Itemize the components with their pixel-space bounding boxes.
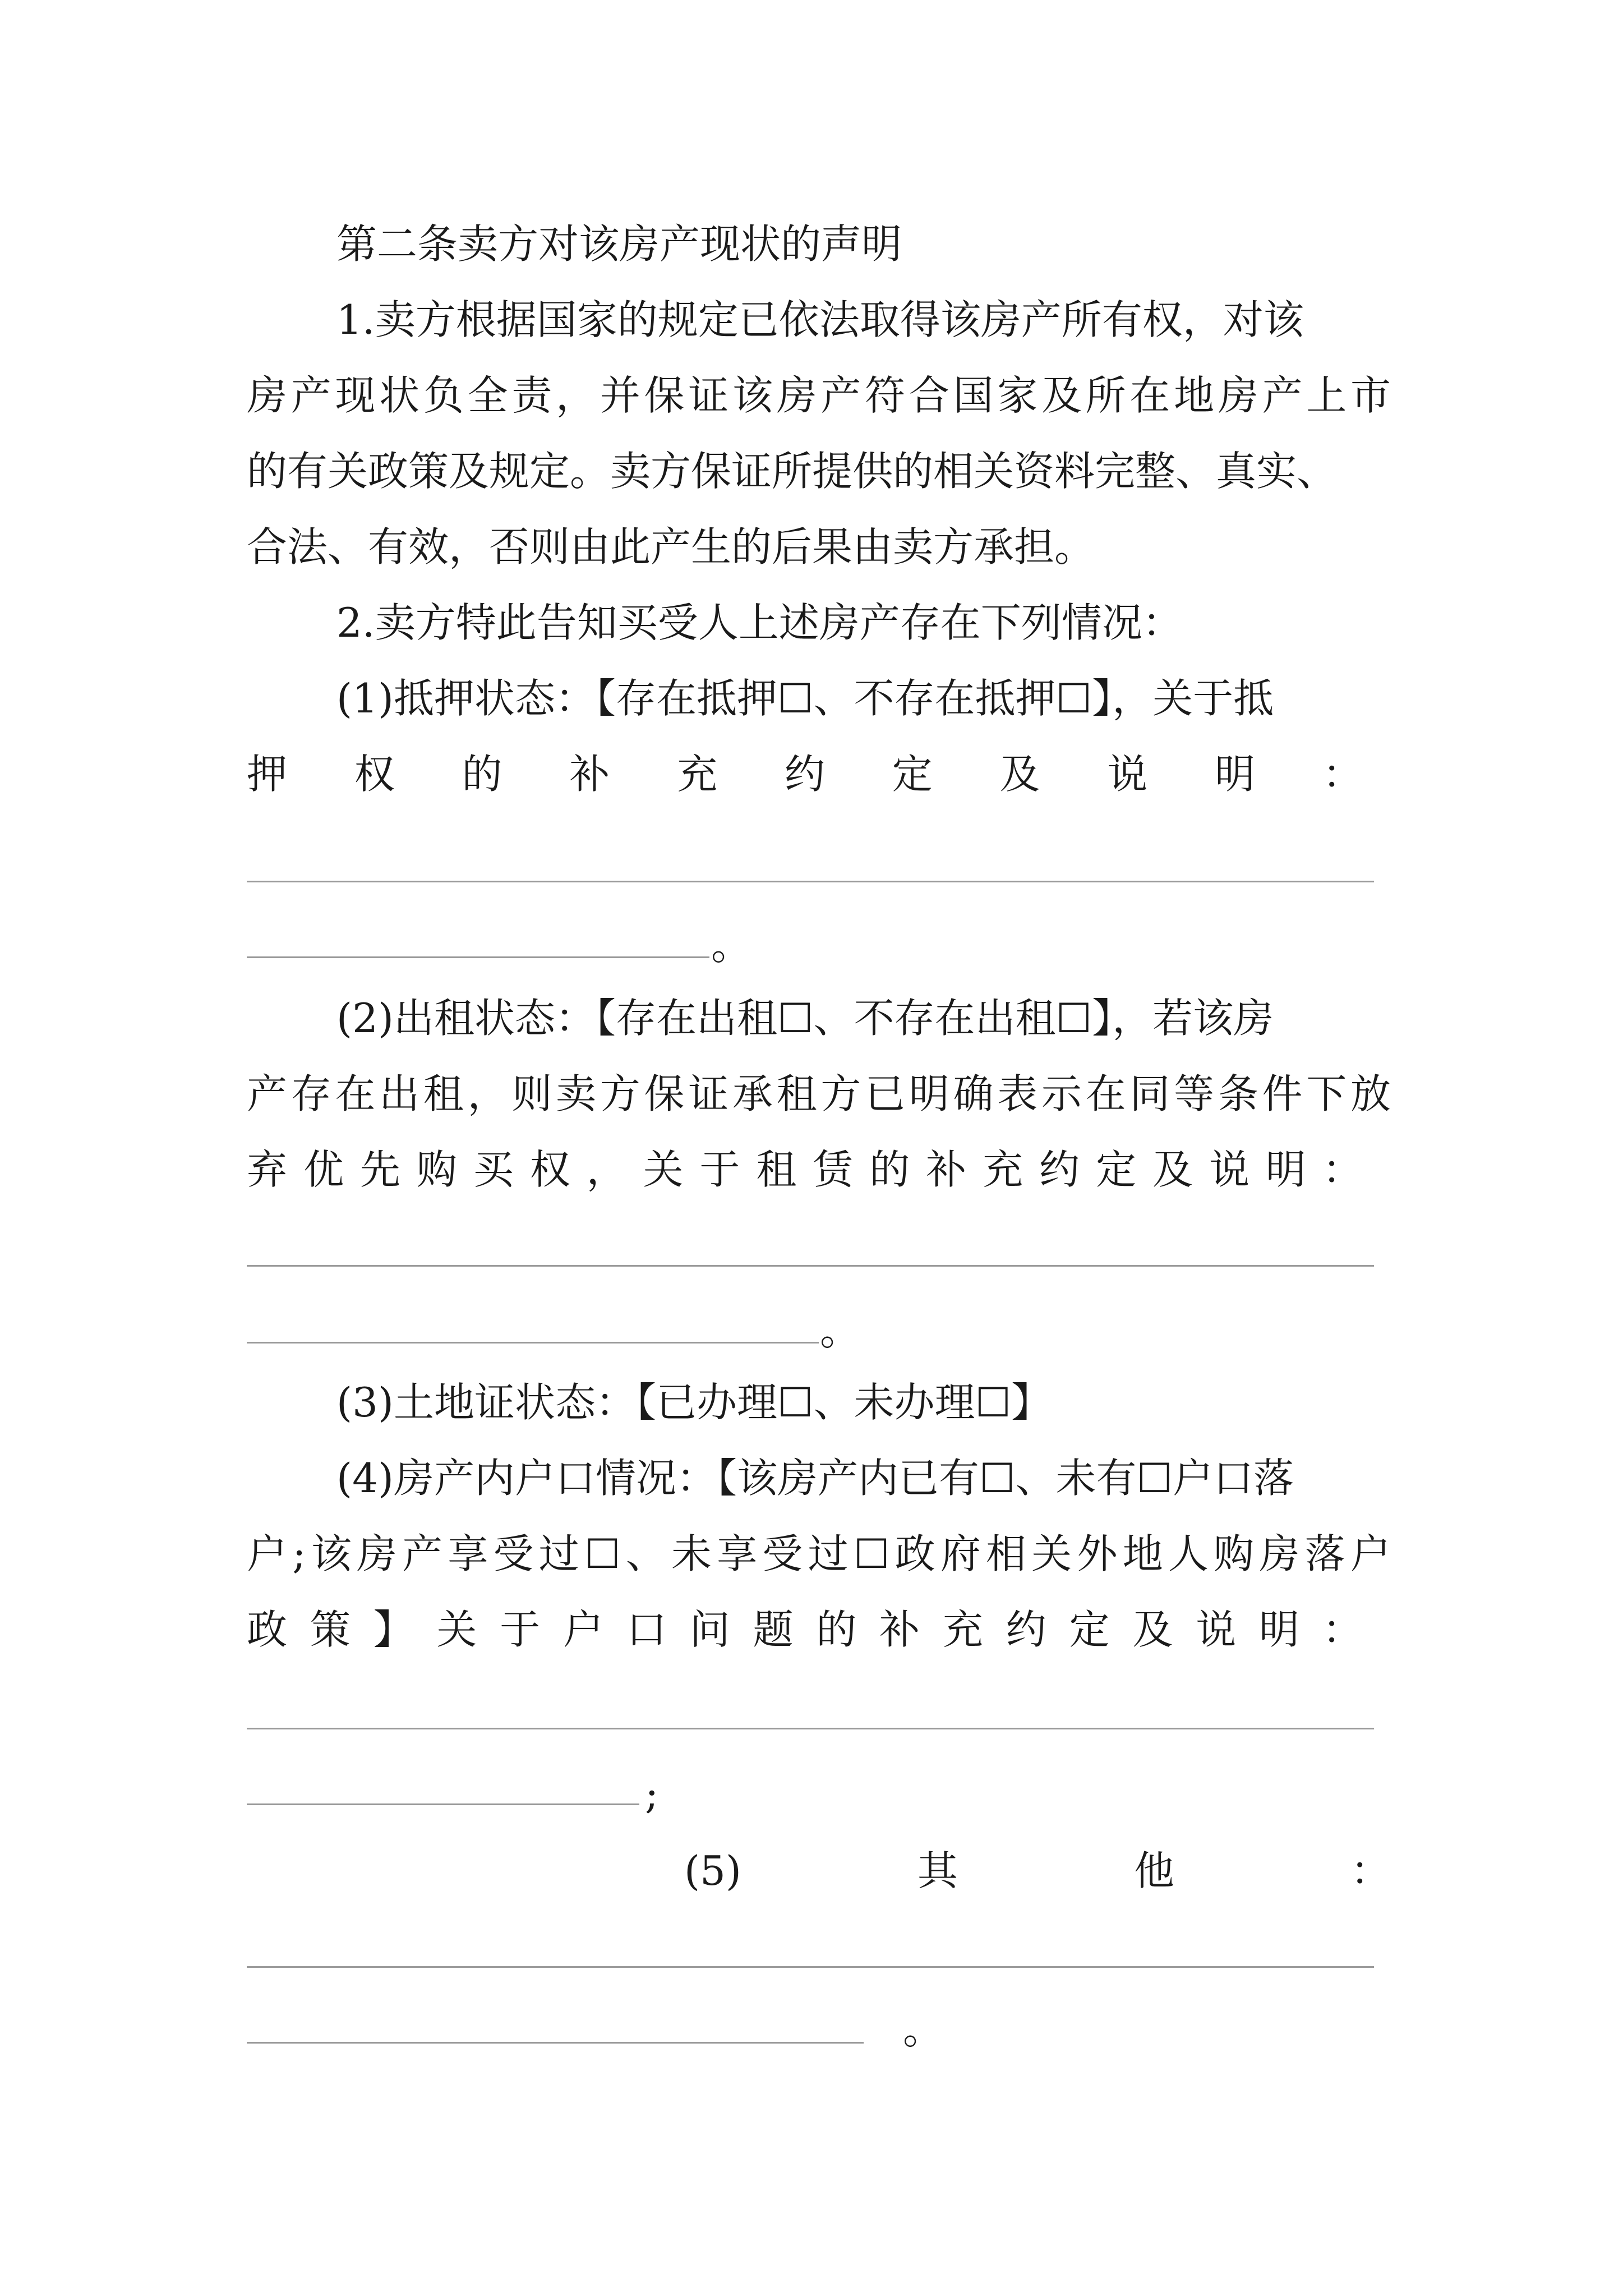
glyph: 市	[1350, 372, 1391, 419]
household-char: 约	[1006, 1606, 1046, 1653]
item1-line-3: 的有关政策及规定。卖方保证所提供的相关资料完整、真实、	[247, 448, 1338, 495]
glyph: 房	[356, 1530, 397, 1577]
lease-char: 优	[303, 1146, 344, 1193]
glyph: 则	[511, 1070, 552, 1117]
household-char: 及	[1132, 1606, 1173, 1653]
glyph: 方	[600, 1070, 640, 1117]
item1-line-1: 1.卖方根据国家的规定已依法取得该房产所有权，对该	[336, 296, 1304, 343]
household-char: 关	[436, 1606, 477, 1653]
glyph: 房	[247, 372, 288, 419]
lease-char: 赁	[813, 1146, 854, 1193]
lease-char: 租	[756, 1146, 797, 1193]
glyph: 受	[762, 1530, 803, 1577]
item1-line-2	[247, 367, 1391, 424]
lease-char: 明	[1265, 1146, 1306, 1193]
mortgage-char: 说	[1107, 751, 1148, 798]
glyph: 产	[291, 372, 331, 419]
glyph: 过	[538, 1530, 579, 1577]
lease-char: 补	[926, 1146, 967, 1193]
glyph: 合	[909, 372, 949, 419]
lease-char: 买	[473, 1146, 514, 1193]
lease-end-mark: 。	[820, 1307, 861, 1354]
glyph: 出	[379, 1070, 420, 1117]
household-char: ：	[1322, 1606, 1363, 1653]
land-line-1: (3)土地证状态：【已办理☐、未办理☐】	[336, 1379, 1052, 1426]
glyph: ，	[556, 372, 597, 419]
glyph: 产	[247, 1070, 288, 1117]
other-char: (5)	[684, 1847, 741, 1894]
glyph: 产	[820, 372, 861, 419]
lease-line-3	[247, 1142, 1363, 1198]
mortgage-line-1: (1)抵押状态：【存在抵押☐、不存在抵押☐】，关于抵	[336, 675, 1274, 722]
glyph: 方	[820, 1070, 861, 1117]
glyph: 全	[467, 372, 508, 419]
mortgage-char: ：	[1322, 751, 1363, 798]
glyph: ，	[467, 1070, 508, 1117]
other-line-1	[684, 1843, 1391, 1899]
glyph: 证	[688, 1070, 729, 1117]
household-char: 于	[500, 1606, 541, 1653]
household-line-3	[247, 1602, 1363, 1658]
lease-blank-line-1	[247, 1265, 1374, 1267]
glyph: 租	[423, 1070, 464, 1117]
household-blank-line-1	[247, 1728, 1374, 1729]
glyph: 已	[865, 1070, 906, 1117]
glyph: 符	[865, 372, 906, 419]
glyph: 负	[423, 372, 464, 419]
mortgage-char: 明	[1215, 751, 1256, 798]
household-char: 】	[373, 1606, 414, 1653]
lease-char: 充	[983, 1146, 1023, 1193]
glyph: 现	[335, 372, 376, 419]
mortgage-end-mark: 。	[711, 922, 752, 969]
glyph: 同	[1129, 1070, 1170, 1117]
household-line-1: (4)房产内户口情况：【该房产内已有☐、未有☐户口落	[336, 1455, 1294, 1502]
mortgage-char: 权	[354, 751, 395, 798]
glyph: 未	[671, 1530, 712, 1577]
mortgage-char: 补	[569, 751, 610, 798]
household-char: 问	[689, 1606, 730, 1653]
household-end-mark: ;	[645, 1770, 659, 1818]
glyph: 下	[1306, 1070, 1347, 1117]
glyph: ☐	[853, 1530, 890, 1577]
household-char: 口	[626, 1606, 667, 1653]
glyph: 落	[1304, 1530, 1345, 1577]
glyph: 承	[732, 1070, 773, 1117]
household-blank-line-2	[247, 1803, 639, 1805]
glyph: 地	[1122, 1530, 1163, 1577]
glyph: 保	[644, 1070, 685, 1117]
glyph: 该	[311, 1530, 352, 1577]
lease-char: 权	[529, 1146, 570, 1193]
glyph: 保	[644, 372, 685, 419]
glyph: 状	[379, 372, 420, 419]
household-char: 补	[879, 1606, 920, 1653]
glyph: 在	[1129, 372, 1170, 419]
lease-line-1: (2)出租状态：【存在出租☐、不存在出租☐】，若该房	[336, 995, 1274, 1042]
glyph: 证	[688, 372, 729, 419]
lease-char: 购	[416, 1146, 457, 1193]
glyph: 府	[940, 1530, 981, 1577]
household-char: 说	[1196, 1606, 1237, 1653]
mortgage-char: 定	[892, 751, 933, 798]
glyph: 该	[732, 372, 773, 419]
mortgage-char: 约	[784, 751, 825, 798]
glyph: 所	[1085, 372, 1126, 419]
glyph: 房	[776, 372, 817, 419]
other-char: 他	[1133, 1847, 1174, 1894]
glyph: 件	[1262, 1070, 1303, 1117]
glyph: 上	[1306, 372, 1347, 419]
household-char: 充	[942, 1606, 983, 1653]
lease-blank-line-2	[247, 1342, 819, 1343]
mortgage-char: 的	[462, 751, 502, 798]
glyph: 房	[1259, 1530, 1300, 1577]
glyph: 户	[247, 1530, 288, 1577]
glyph: 在	[1085, 1070, 1126, 1117]
mortgage-blank-line-1	[247, 881, 1374, 882]
glyph: 地	[1174, 372, 1215, 419]
mortgage-char: 及	[999, 751, 1040, 798]
glyph: 、	[625, 1530, 666, 1577]
lease-char: 说	[1209, 1146, 1249, 1193]
other-char: ：	[1350, 1847, 1391, 1894]
glyph: 人	[1168, 1530, 1209, 1577]
mortgage-char: 充	[677, 751, 718, 798]
household-char: 明	[1259, 1606, 1300, 1653]
glyph: 购	[1214, 1530, 1255, 1577]
glyph: 国	[953, 372, 994, 419]
glyph: 存	[291, 1070, 331, 1117]
glyph: 卖	[556, 1070, 597, 1117]
other-blank-line-1	[247, 1966, 1374, 1968]
household-char: 策	[310, 1606, 351, 1653]
glyph: 及	[1041, 372, 1082, 419]
mortgage-char: 押	[247, 751, 288, 798]
other-end-mark: 。	[903, 2006, 944, 2053]
household-char: 政	[247, 1606, 288, 1653]
glyph: 表	[997, 1070, 1038, 1117]
household-char: 定	[1069, 1606, 1110, 1653]
glyph: 受	[493, 1530, 534, 1577]
article-title: 第二条卖方对该房产现状的声明	[336, 220, 902, 268]
glyph: 户	[1350, 1530, 1391, 1577]
glyph: 在	[335, 1070, 376, 1117]
lease-char: 先	[359, 1146, 400, 1193]
glyph: 产	[1262, 372, 1303, 419]
glyph: 房	[1218, 372, 1258, 419]
glyph: 政	[895, 1530, 935, 1577]
glyph: 享	[717, 1530, 758, 1577]
glyph: 明	[909, 1070, 949, 1117]
glyph: 外	[1077, 1530, 1118, 1577]
glyph: ;	[292, 1530, 306, 1577]
glyph: 产	[402, 1530, 443, 1577]
glyph: 租	[776, 1070, 817, 1117]
lease-char: 及	[1152, 1146, 1193, 1193]
glyph: 家	[997, 372, 1038, 419]
glyph: 放	[1350, 1070, 1391, 1117]
lease-char: 定	[1096, 1146, 1137, 1193]
lease-char: 弃	[247, 1146, 288, 1193]
mortgage-blank-line-2	[247, 956, 709, 958]
household-char: 户	[563, 1606, 604, 1653]
glyph: 关	[1031, 1530, 1072, 1577]
other-blank-line-2	[247, 2042, 864, 2044]
glyph: ☐	[584, 1530, 621, 1577]
glyph: 条	[1218, 1070, 1258, 1117]
item2-intro: 2.卖方特此告知买受人上述房产存在下列情况：	[336, 599, 1183, 646]
lease-char: 约	[1039, 1146, 1080, 1193]
mortgage-line-2	[247, 746, 1363, 802]
lease-char: 关	[643, 1146, 684, 1193]
glyph: 等	[1174, 1070, 1215, 1117]
item1-line-4: 合法、有效，否则由此产生的后果由卖方承担。	[247, 523, 1095, 570]
household-line-2	[247, 1526, 1391, 1582]
other-char: 其	[917, 1847, 958, 1894]
glyph: 示	[1041, 1070, 1082, 1117]
lease-char: ，	[586, 1146, 627, 1193]
glyph: 相	[986, 1530, 1027, 1577]
household-char: 题	[753, 1606, 794, 1653]
glyph: 并	[600, 372, 640, 419]
glyph: 确	[953, 1070, 994, 1117]
glyph: 享	[448, 1530, 488, 1577]
lease-char: 于	[699, 1146, 740, 1193]
household-char: 的	[816, 1606, 857, 1653]
lease-char: 的	[869, 1146, 910, 1193]
glyph: 责	[511, 372, 552, 419]
lease-line-2	[247, 1066, 1391, 1122]
lease-char: ：	[1322, 1146, 1363, 1193]
glyph: 过	[808, 1530, 849, 1577]
